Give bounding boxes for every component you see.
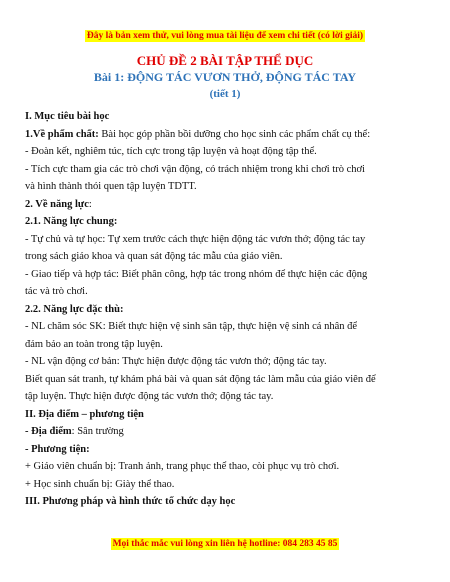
qualities-paragraph — [25, 126, 427, 144]
topic-title: CHỦ ĐỀ 2 BÀI TẬP THỂ DỤC — [136, 53, 314, 68]
body-line: - Tích cực tham gia các trò chơi vận động, có trách nhiệm trong khi chơi trò chơi — [25, 163, 365, 175]
competence-heading — [25, 196, 427, 214]
lesson-title: Bài 1: ĐỘNG TÁC VƯƠN THỞ, ĐỘNG TÁC TAY — [93, 70, 357, 84]
general-competence-heading: 2.1. Năng lực chung: — [25, 216, 118, 227]
preview-notice-text: Đây là bản xem thử, vui lòng mua tài liệu để xem chi tiết (có lời giải) — [86, 31, 364, 41]
lesson-period: (tiết 1) — [209, 88, 241, 100]
hotline-banner — [0, 533, 450, 551]
section-methods-heading: III. Phương pháp và hình thức tổ chức dạy học — [25, 496, 236, 507]
body-line: - NL vận động cơ bản: Thực hiện được động tác vươn thở; động tác tay. — [25, 356, 327, 367]
body-line: và hình thành thói quen tập luyện TDTT. — [25, 181, 197, 192]
body-line: - Tự chủ và tự học: Tự xem trước cách thực hiện động tác vươn thở; động tác tay — [25, 233, 366, 245]
qualities-text: Bài học góp phần bồi dưỡng cho học sinh các phẩm chất cụ thể: — [98, 128, 371, 140]
body-line: - Giao tiếp và hợp tác: Biết phân công, hợp tác trong nhóm để thực hiện các động — [25, 268, 368, 280]
equipment-label: - Phương tiện: — [25, 443, 90, 455]
body-line: - NL chăm sóc SK: Biết thực hiện vệ sinh sân tập, thực hiện vệ sinh cá nhân để — [25, 321, 358, 332]
location-label: - Địa điểm — [25, 426, 72, 437]
body-line: - Đoàn kết, nghiêm túc, tích cực trong tập luyện và hoạt động tập thể. — [25, 146, 317, 157]
preview-notice-banner — [0, 25, 450, 43]
body-line: + Giáo viên chuẩn bị: Tranh ảnh, trang phục thể thao, còi phục vụ trò chơi. — [25, 461, 340, 472]
body-line: + Học sinh chuẩn bị: Giày thể thao. — [25, 478, 175, 490]
hotline-text: Mọi thắc mắc vui lòng xin liên hệ hotline: 084 283 45 85 — [112, 539, 338, 549]
body-line: đảm bảo an toàn trong tập luyện. — [25, 338, 163, 350]
qualities-label: 1.Về phẩm chất: — [25, 128, 99, 140]
competence-heading-colon: : — [88, 198, 92, 210]
location-text: : Sân trường — [71, 426, 124, 437]
section-objectives-heading: I. Mục tiêu bài học — [25, 111, 110, 122]
body-line: Biết quan sát tranh, tự khám phá bài và quan sát động tác làm mẫu của giáo viên để — [25, 373, 376, 385]
document-body — [25, 102, 427, 511]
specific-competence-heading: 2.2. Năng lực đặc thù: — [25, 303, 124, 315]
competence-heading-text: 2. Về năng lực — [25, 198, 89, 210]
body-line: trong sách giáo khoa và quan sát động tác mẫu của giáo viên. — [25, 251, 283, 262]
body-line: tác và trò chơi. — [25, 286, 88, 297]
section-location-heading: II. Địa điểm – phương tiện — [25, 408, 144, 420]
location-paragraph — [25, 423, 427, 441]
body-line: tập luyện. Thực hiện được động tác vươn thở; động tác tay. — [25, 391, 274, 402]
